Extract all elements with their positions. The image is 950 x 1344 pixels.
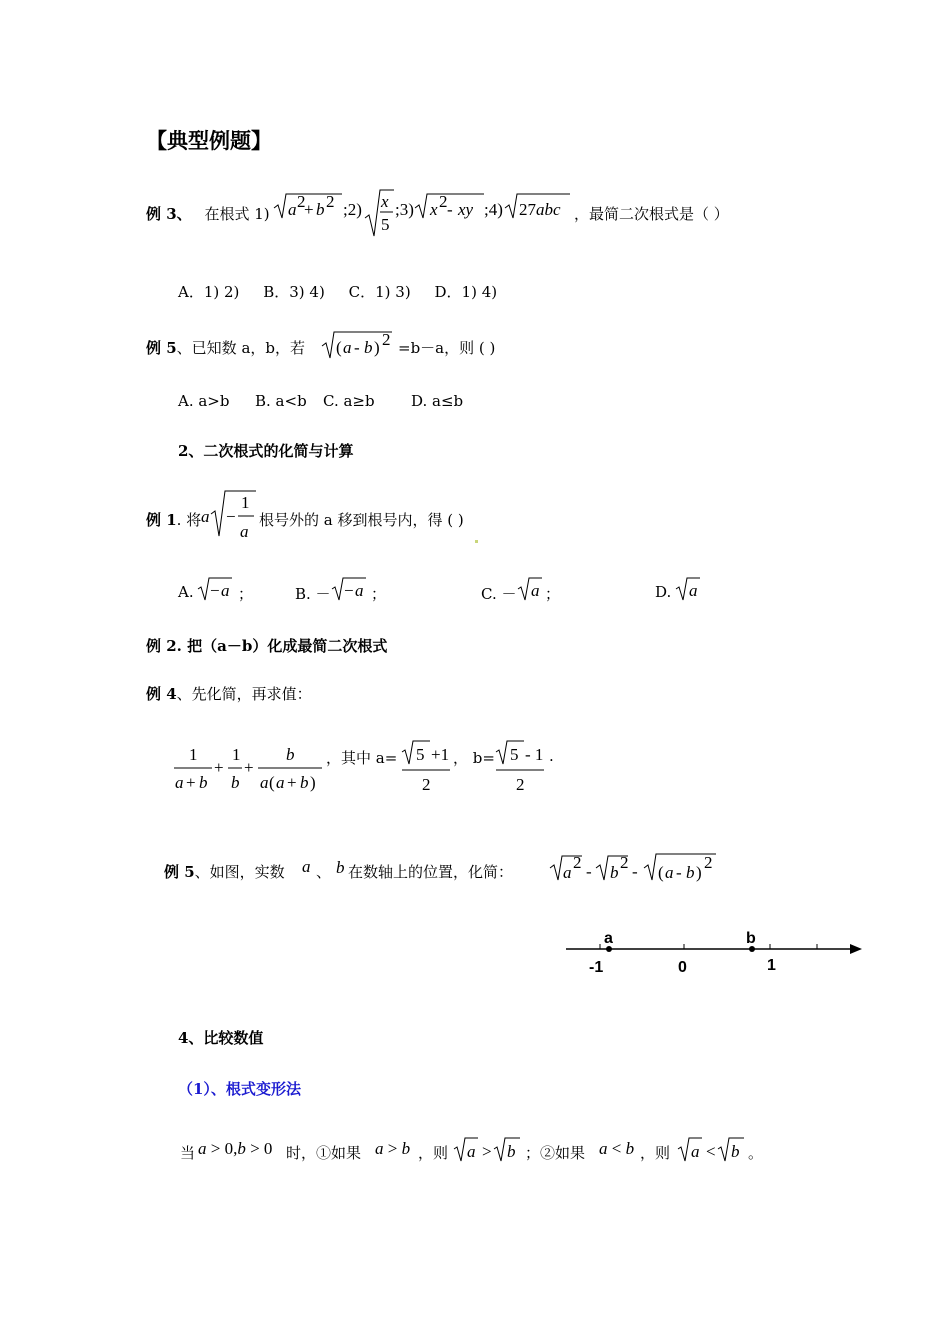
svg-text:b: b (316, 200, 325, 219)
point-a-label: a (604, 930, 613, 947)
svg-text:+: + (287, 773, 297, 792)
svg-text:b: b (300, 773, 309, 792)
svg-text:2: 2 (439, 192, 448, 211)
sqrt-neg-a (196, 575, 236, 603)
svg-text:(: ( (658, 863, 664, 882)
variable-b: b (336, 858, 345, 877)
svg-text:a: a (691, 1142, 700, 1161)
example-5b-question: 例 5、如图，实数 (164, 863, 285, 881)
example-3-options: A．1) 2) B．3) 4) C．1) 3) D．1) 4) (178, 283, 498, 301)
sqrt-neg-a (330, 575, 370, 603)
subsection-1-title: （1）、根式变形法 (178, 1080, 301, 1098)
example-5-option-a: A. a>b (178, 392, 230, 410)
svg-text:- 1: - 1 (525, 745, 544, 764)
sqrt-a (674, 575, 704, 603)
svg-text:a: a (355, 581, 364, 600)
tick-label-0: 0 (678, 959, 687, 976)
svg-text:b: b (199, 773, 208, 792)
svg-text:a: a (665, 863, 674, 882)
svg-text:-: - (354, 338, 360, 357)
sqrt-a-gt-sqrt-b (452, 1135, 528, 1165)
svg-text:a: a (221, 581, 230, 600)
svg-text:b: b (610, 863, 619, 882)
svg-text:;2): ;2) (343, 200, 362, 219)
svg-text:): ) (696, 863, 702, 882)
sqrt-a (516, 575, 546, 603)
svg-text:a: a (201, 507, 210, 526)
svg-text:+: + (214, 758, 224, 777)
example-4-where: ，其中 a= (326, 749, 398, 767)
example-3-radicals (270, 188, 580, 243)
svg-text:2: 2 (422, 775, 431, 794)
svg-text:a: a (288, 200, 297, 219)
b-value-fraction (494, 738, 554, 800)
svg-text:a: a (467, 1142, 476, 1161)
a-value-fraction (400, 738, 460, 800)
svg-text:1: 1 (241, 493, 250, 512)
svg-text:(: ( (269, 773, 275, 792)
example-label: 例 4 (146, 685, 177, 703)
example-label: 例 3 (146, 205, 177, 223)
svg-text:27: 27 (519, 200, 536, 219)
svg-text:b: b (231, 773, 240, 792)
svg-text:+: + (186, 773, 196, 792)
stray-dot (475, 540, 478, 543)
svg-text:b: b (507, 1142, 516, 1161)
svg-text:a: a (260, 773, 269, 792)
sqrt-a-minus-b-squared (320, 330, 400, 360)
svg-text:b: b (686, 863, 695, 882)
example-4-comma: ， b= (453, 749, 495, 767)
point-b-label: b (746, 930, 756, 947)
svg-text:b: b (731, 1142, 740, 1161)
svg-text:5: 5 (416, 745, 425, 764)
svg-text:2: 2 (620, 853, 629, 872)
svg-text:b: b (364, 338, 373, 357)
example-label: 例 1 (146, 511, 177, 529)
a-sqrt-neg-one-over-a (200, 488, 260, 544)
example-5-suffix: =b－a，则 ( ) (398, 339, 496, 357)
example-4-end: . (549, 747, 554, 765)
svg-text:a: a (276, 773, 285, 792)
condition-a-lt-b: a < b (599, 1139, 635, 1158)
svg-text:xy: xy (458, 200, 474, 219)
svg-text:<: < (706, 1142, 716, 1161)
condition-a-gt-b: a > b (375, 1139, 411, 1158)
svg-text:−: − (210, 581, 220, 600)
svg-text:>: > (482, 1142, 492, 1161)
svg-text:x: x (381, 192, 389, 211)
svg-text:−: − (226, 507, 236, 526)
svg-text:2: 2 (704, 853, 713, 872)
svg-text:-: - (586, 862, 592, 881)
svg-text:1: 1 (189, 745, 198, 764)
condition-ab-positive: a > 0,b > 0 (198, 1139, 273, 1158)
svg-text:a: a (563, 863, 572, 882)
example-4-question: 例 4、先化简，再求值： (146, 685, 312, 703)
section-2-title: 2、二次根式的化简与计算 (178, 442, 354, 460)
svg-text:2: 2 (382, 330, 391, 349)
example-1-option-d-label: D. (655, 583, 672, 601)
svg-text:+1: +1 (431, 745, 450, 764)
svg-text:a: a (240, 522, 249, 541)
svg-text:+: + (244, 758, 254, 777)
example-5-option-b: B. a<b (255, 392, 307, 410)
example-1-question: 例 1. 将 (146, 511, 202, 529)
example-2-question: 例 2. 把（a－b）化成最简二次根式 (146, 637, 388, 655)
svg-text:-: - (676, 863, 682, 882)
sqrt-a-lt-sqrt-b (676, 1135, 752, 1165)
svg-text:5: 5 (381, 215, 390, 234)
example-4-expression (172, 740, 332, 800)
svg-text:): ) (374, 338, 380, 357)
svg-text:): ) (310, 773, 316, 792)
section-heading: 【典型例题】 (146, 128, 272, 153)
svg-text:;3): ;3) (395, 200, 414, 219)
example-1-option-b-label: B. － (295, 585, 331, 603)
number-line (560, 925, 870, 980)
svg-text:+: + (304, 200, 314, 219)
example-1-suffix: 根号外的 a 移到根号内，得 ( ) (259, 511, 464, 529)
svg-text:a: a (343, 338, 352, 357)
example-1-option-a-label: A. (178, 583, 194, 601)
example-3-question: 例 3、 在根式 1) (146, 205, 270, 223)
example-1-option-c-label: C. － (481, 585, 517, 603)
example-label: 例 5 (164, 863, 195, 881)
example-5-option-d: D. a≤b (411, 392, 464, 410)
example-label: 例 2 (146, 637, 177, 655)
svg-text:a: a (175, 773, 184, 792)
svg-text:(: ( (336, 338, 342, 357)
variable-a: a (302, 857, 311, 876)
svg-text:a: a (689, 581, 698, 600)
svg-text:b: b (286, 745, 295, 764)
example-3-suffix: ，最简二次根式是（ ） (574, 205, 729, 223)
svg-text:-: - (632, 862, 638, 881)
svg-text:x: x (430, 200, 438, 219)
svg-text:2: 2 (326, 192, 335, 211)
svg-text:−: − (344, 581, 354, 600)
section-4-title: 4、比较数值 (178, 1029, 264, 1047)
svg-text:2: 2 (573, 853, 582, 872)
tick-label-neg1: -1 (589, 959, 604, 976)
svg-text:5: 5 (510, 745, 519, 764)
svg-text:abc: abc (536, 200, 561, 219)
example-5-option-c: C. a≥b (323, 392, 375, 410)
svg-text:1: 1 (232, 745, 241, 764)
svg-text:;4): ;4) (484, 200, 503, 219)
example-5-question: 例 5、已知数 a，b，若 (146, 339, 305, 357)
example-5b-expression (548, 852, 728, 886)
example-label: 例 5 (146, 339, 177, 357)
svg-text:-: - (447, 200, 453, 219)
svg-text:a: a (531, 581, 540, 600)
svg-text:2: 2 (516, 775, 525, 794)
svg-text:2: 2 (297, 192, 306, 211)
tick-label-1: 1 (767, 957, 776, 974)
